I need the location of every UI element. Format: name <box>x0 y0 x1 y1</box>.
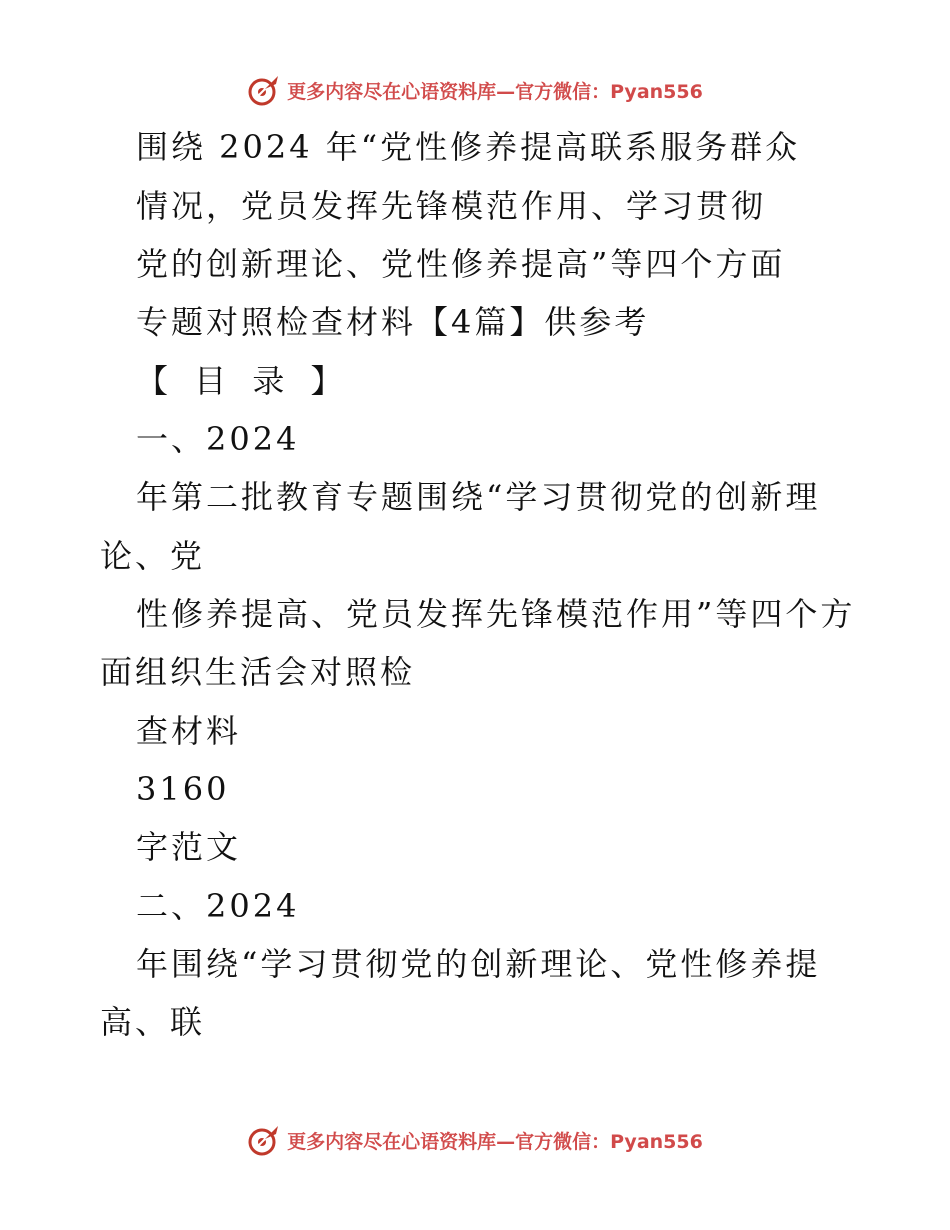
footer-watermark <box>0 1120 950 1160</box>
toc-item-1-line-4: 面组织生活会对照检 <box>100 653 416 691</box>
title-line-3: 党的创新理论、党性修养提高”等四个方面 <box>136 245 786 283</box>
toc-item-1-number: 一、2024 <box>136 420 300 458</box>
toc-item-1-line-3: 性修养提高、党员发挥先锋模范作用”等四个方 <box>136 595 856 633</box>
quill-logo-icon <box>247 1123 281 1157</box>
toc-heading: 【 目 录 】 <box>136 362 351 400</box>
title-line-2: 情况，党员发挥先锋模范作用、学习贯彻 <box>136 187 767 225</box>
toc-item-1-line-5: 查材料 <box>136 712 242 750</box>
quill-logo-icon <box>247 73 281 107</box>
toc-item-1-wordcount: 3160 <box>136 770 230 808</box>
header-watermark <box>0 70 950 110</box>
watermark-text: 更多内容尽在心语资料库—官方微信：Pyan556 <box>287 1130 703 1153</box>
watermark-text: 更多内容尽在心语资料库—官方微信：Pyan556 <box>287 80 703 103</box>
toc-item-1-line-2: 论、党 <box>100 537 206 575</box>
toc-item-2-line-2: 高、联 <box>100 1003 206 1041</box>
toc-item-1-line-1: 年第二批教育专题围绕“学习贯彻党的创新理 <box>136 478 821 516</box>
title-line-1: 围绕 2024 年“党性修养提高联系服务群众 <box>136 128 801 166</box>
toc-item-1-line-6: 字范文 <box>136 828 242 866</box>
toc-item-2-number: 二、2024 <box>136 887 300 925</box>
title-line-4: 专题对照检查材料【4篇】供参考 <box>136 303 650 341</box>
toc-item-2-line-1: 年围绕“学习贯彻党的创新理论、党性修养提 <box>136 945 821 983</box>
